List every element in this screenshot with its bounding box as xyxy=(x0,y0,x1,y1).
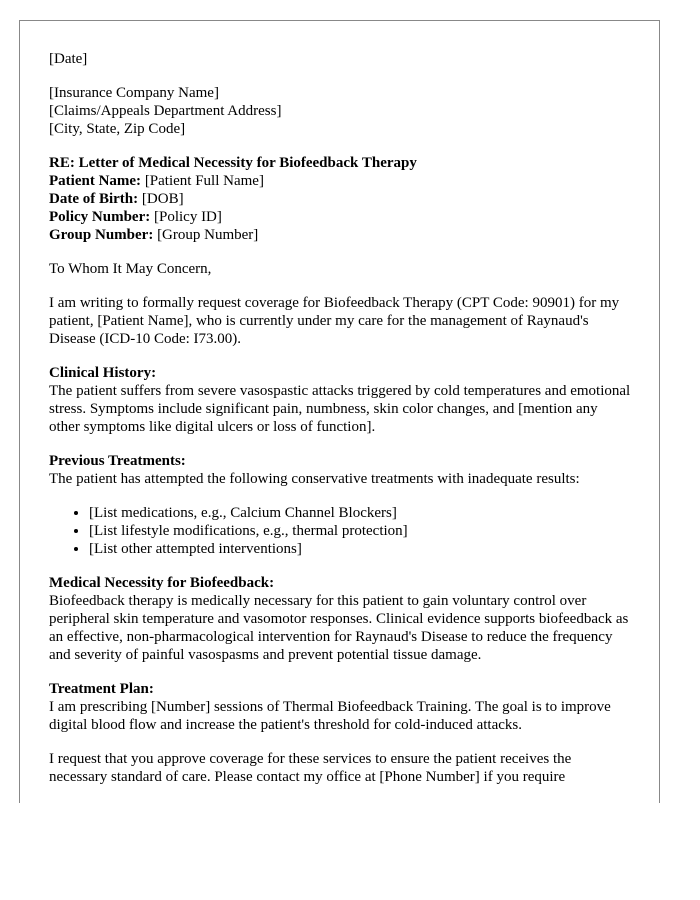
policy-row xyxy=(49,208,631,226)
recipient-city-state-zip: [City, State, Zip Code] xyxy=(49,121,186,137)
patient-name-label: Patient Name: xyxy=(49,173,142,189)
dob-row xyxy=(49,190,631,208)
policy-label: Policy Number: xyxy=(49,209,151,225)
treatment-plan-heading: Treatment Plan: xyxy=(49,681,154,697)
closing-paragraph: I request that you approve coverage for these services to ensure the patient receives the necessary standard of care. Please contact my office at [Phone Number] if you require xyxy=(49,751,572,785)
clinical-history-section xyxy=(49,364,631,436)
previous-treatments-heading: Previous Treatments: xyxy=(49,453,186,469)
recipient-department: [Claims/Appeals Department Address] xyxy=(49,103,282,119)
re-subject: RE: Letter of Medical Necessity for Biofeedback Therapy xyxy=(49,155,417,171)
medical-necessity-heading: Medical Necessity for Biofeedback: xyxy=(49,575,275,591)
letter-content xyxy=(20,21,659,786)
patient-name-row xyxy=(49,172,631,190)
letter-page xyxy=(19,20,660,803)
treatment-plan-body: I am prescribing [Number] sessions of Thermal Biofeedback Training. The goal is to improve digital blood flow and increase the patient's threshold for cold-induced attacks. xyxy=(49,699,611,733)
clinical-history-heading: Clinical History: xyxy=(49,365,157,381)
medical-necessity-section xyxy=(49,574,631,664)
recipient-address xyxy=(49,84,631,138)
previous-treatments-body: The patient has attempted the following conservative treatments with inadequate results: xyxy=(49,471,580,487)
list-item: • [List medications, e.g., Calcium Channel Blockers] xyxy=(89,504,631,522)
dob-label: Date of Birth: xyxy=(49,191,139,207)
previous-treatments-list xyxy=(49,504,631,558)
group-value: [Group Number] xyxy=(157,227,259,243)
list-item: • [List lifestyle modifications, e.g., thermal protection] xyxy=(89,522,631,540)
patient-name-value: [Patient Full Name] xyxy=(144,173,264,189)
re-block xyxy=(49,154,631,244)
dob-value: [DOB] xyxy=(141,191,184,207)
clinical-history-body: The patient suffers from severe vasospastic attacks triggered by cold temperatures and emotional stress. Symptoms include significant pain, numbness, skin color changes, and [mention any other symptoms like digital ulcers or loss of function]. xyxy=(49,383,631,435)
list-item: • [List other attempted interventions] xyxy=(89,540,631,558)
recipient-company: [Insurance Company Name] xyxy=(49,85,219,101)
medical-necessity-body: Biofeedback therapy is medically necessary for this patient to gain voluntary control over peripheral skin temperature and vasomotor responses. Clinical evidence supports biofeedback as an effective, non-pharmacological intervention for Raynaud's Disease to reduce the frequency and severity of painful vasospasms and prevent potential tissue damage. xyxy=(49,593,629,663)
treatment-plan-section xyxy=(49,680,631,734)
group-row xyxy=(49,226,631,244)
policy-value: [Policy ID] xyxy=(153,209,222,225)
intro-paragraph: I am writing to formally request coverage for Biofeedback Therapy (CPT Code: 90901) for my patient, [Patient Name], who is currently under my care for the management of Raynaud's Disease (ICD-10 Code: I73.00). xyxy=(49,295,620,347)
group-label: Group Number: xyxy=(49,227,154,243)
letter-date: [Date] xyxy=(49,51,88,67)
salutation: To Whom It May Concern, xyxy=(49,261,212,277)
previous-treatments-section xyxy=(49,452,631,558)
